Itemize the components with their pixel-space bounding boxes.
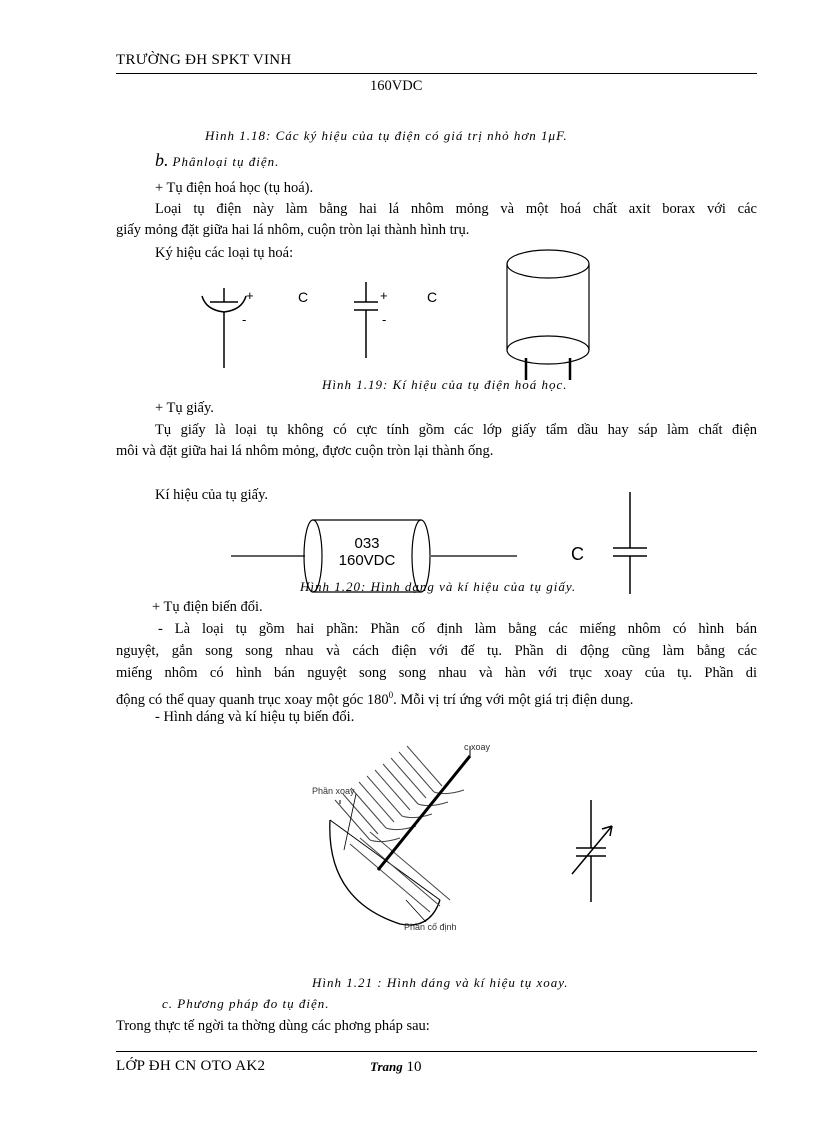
plus-sign-2: + <box>380 288 388 303</box>
footer-page-number: 10 <box>406 1059 422 1075</box>
figure-1-18-caption: Hình 1.18: Các ký hiệu của tụ điện có giá trị nhỏ hơn 1μF. <box>205 128 568 143</box>
paper-para-line-1: Tụ giấy là loại tụ không có cực tính gồm các lớp giấy tẩm dầu hay sáp làm chất điện <box>155 422 757 438</box>
header-subline: 160VDC <box>370 78 423 94</box>
electrolytic-symbol-straight <box>354 282 378 358</box>
section-b-heading <box>155 150 279 171</box>
footer-class-name: LỚP ĐH CN OTO AK2 <box>116 1058 266 1074</box>
chem-para-line-1: Loại tụ điện này làm bằng hai lá nhôm mỏng và một hoá chất axit borax với các <box>155 201 757 217</box>
label-moving-part: Phần xoay <box>312 786 355 796</box>
paper-body-voltage: 160VDC <box>338 552 396 569</box>
label-axis: c xoay <box>464 742 491 752</box>
variable-shape-intro: - Hình dáng và kí hiệu tụ biến đổi. <box>155 709 355 725</box>
minus-sign-2: - <box>382 312 387 327</box>
paper-symbol-intro: Kí hiệu của tụ giấy. <box>155 487 269 503</box>
figure-1-19-caption: Hình 1.19: Kí hiệu của tụ điện hoá học. <box>322 377 568 392</box>
paper-para-line-2: môi và đặt giữa hai lá nhôm mỏng, đựơc cuộn tròn lại thành ống. <box>116 443 494 459</box>
paper-cap-item: + Tụ giấy. <box>155 400 214 416</box>
figure-1-20-caption: Hình 1.20: Hình dạng và kí hiệu của tụ giấy. <box>300 579 577 594</box>
chem-cap-item: + Tụ điện hoá học (tụ hoá). <box>155 180 314 196</box>
paper-c-label: C <box>571 544 584 564</box>
figure-1-19-drawing <box>180 240 640 380</box>
variable-para-line-1: - Là loại tụ gồm hai phần: Phần cố định làm bằng các miếng nhôm có hình bán <box>158 621 757 637</box>
section-b-title: Phânloại tụ điện. <box>172 154 280 169</box>
electrolytic-cylinder <box>507 250 589 380</box>
header-rule <box>116 73 757 74</box>
variable-capacitor-symbol <box>572 800 612 902</box>
header-title: TRƯỜNG ĐH SPKT VINH <box>116 52 292 68</box>
figure-1-21-drawing <box>290 740 630 940</box>
section-c-intro: Trong thực tế ngời ta thờng dùng các phơng pháp sau: <box>116 1018 430 1034</box>
chem-symbol-intro: Ký hiệu các loại tụ hoá: <box>155 245 294 261</box>
footer-rule <box>116 1051 757 1052</box>
paper-capacitor-symbol <box>613 492 647 594</box>
c-label-1: C <box>298 289 309 305</box>
figure-1-21-caption: Hình 1.21 : Hình dáng và kí hiệu tụ xoay. <box>312 975 569 990</box>
section-b-label: b. <box>155 150 169 170</box>
label-fixed-part: Phần cố định <box>404 922 457 932</box>
footer-page <box>370 1059 422 1076</box>
variable-para-line-3: miếng nhôm có hình bán nguyệt song song nhau và hàn với trục xoay của tụ. Phần di <box>116 665 757 681</box>
section-c-title: c. Phương pháp đo tụ điện. <box>162 996 330 1011</box>
plus-sign-1: + <box>246 288 254 303</box>
minus-sign-1: - <box>242 312 247 327</box>
variable-cap-item: + Tụ điện biến đổi. <box>152 599 263 615</box>
variable-para-line-4-b: . Mỗi vị trí ứng với một giá trị điện dung. <box>393 691 634 708</box>
electrolytic-symbol-curved <box>202 288 246 368</box>
variable-para-line-2: nguyệt, gắn song song nhau và cách điện với đế tụ. Phần di động cũng làm bằng các <box>116 643 757 659</box>
footer-page-label: Trang <box>370 1059 403 1074</box>
degree-superscript: 0 <box>388 690 394 700</box>
variable-capacitor-illustration <box>330 746 470 925</box>
chem-para-line-2: giấy mỏng đặt giữa hai lá nhôm, cuộn tròn lại thành hình trụ. <box>116 222 470 238</box>
c-label-2: C <box>427 289 438 305</box>
variable-para-line-4-a: động có thể quay quanh trục xoay một góc 180 <box>116 691 389 708</box>
paper-body-value: 033 <box>354 535 380 552</box>
